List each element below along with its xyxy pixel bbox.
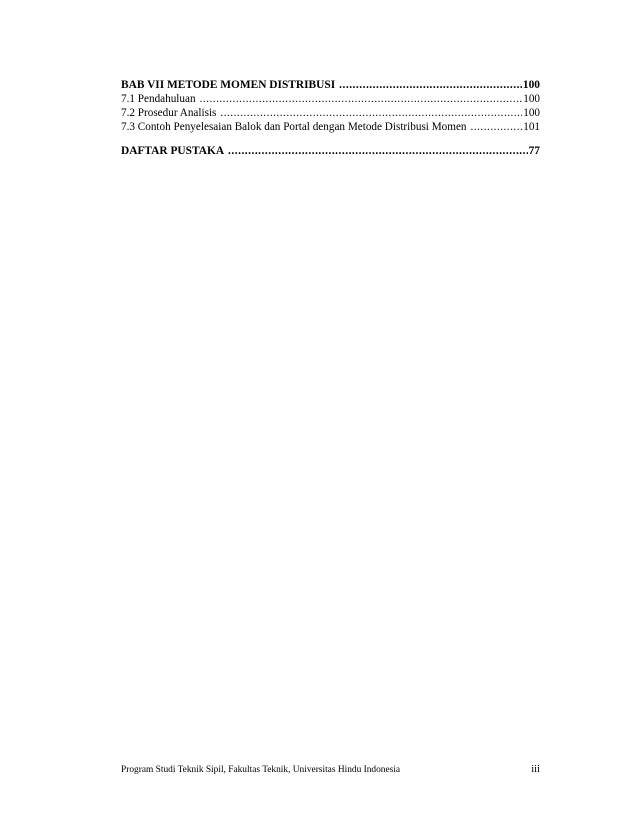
page-footer — [121, 764, 540, 776]
toc-item-title: 7.2 Prosedur Analisis — [121, 107, 217, 119]
toc-item-title: 7.3 Contoh Penyelesaian Balok dan Portal dengan Metode Distribusi Momen — [121, 121, 467, 133]
toc-page-number: 100 — [523, 93, 540, 105]
toc-leader-dots — [228, 144, 528, 158]
toc-item-7-1[interactable] — [121, 92, 540, 106]
toc-page-number: 100 — [523, 107, 540, 119]
footer-page-number: iii — [531, 764, 540, 775]
table-of-contents — [121, 78, 540, 158]
toc-leader-dots — [339, 78, 522, 92]
toc-page-number: 100 — [522, 79, 540, 91]
toc-chapter-title: BAB VII METODE MOMEN DISTRIBUSI — [121, 79, 336, 91]
toc-chapter-vii[interactable] — [121, 78, 540, 92]
footer-institution: Program Studi Teknik Sipil, Fakultas Teknik, Universitas Hindu Indonesia — [121, 765, 401, 775]
toc-bibliography[interactable] — [121, 144, 540, 158]
toc-leader-dots — [200, 92, 523, 106]
toc-item-7-2[interactable] — [121, 106, 540, 120]
toc-leader-dots — [220, 106, 522, 120]
toc-page-number: 77 — [528, 145, 540, 157]
toc-page-number: 101 — [523, 121, 540, 133]
toc-item-7-3[interactable] — [121, 120, 540, 134]
toc-spacer — [121, 134, 540, 144]
toc-leader-dots — [471, 120, 523, 134]
toc-item-title: 7.1 Pendahuluan — [121, 93, 196, 105]
toc-bibliography-title: DAFTAR PUSTAKA — [121, 145, 225, 157]
